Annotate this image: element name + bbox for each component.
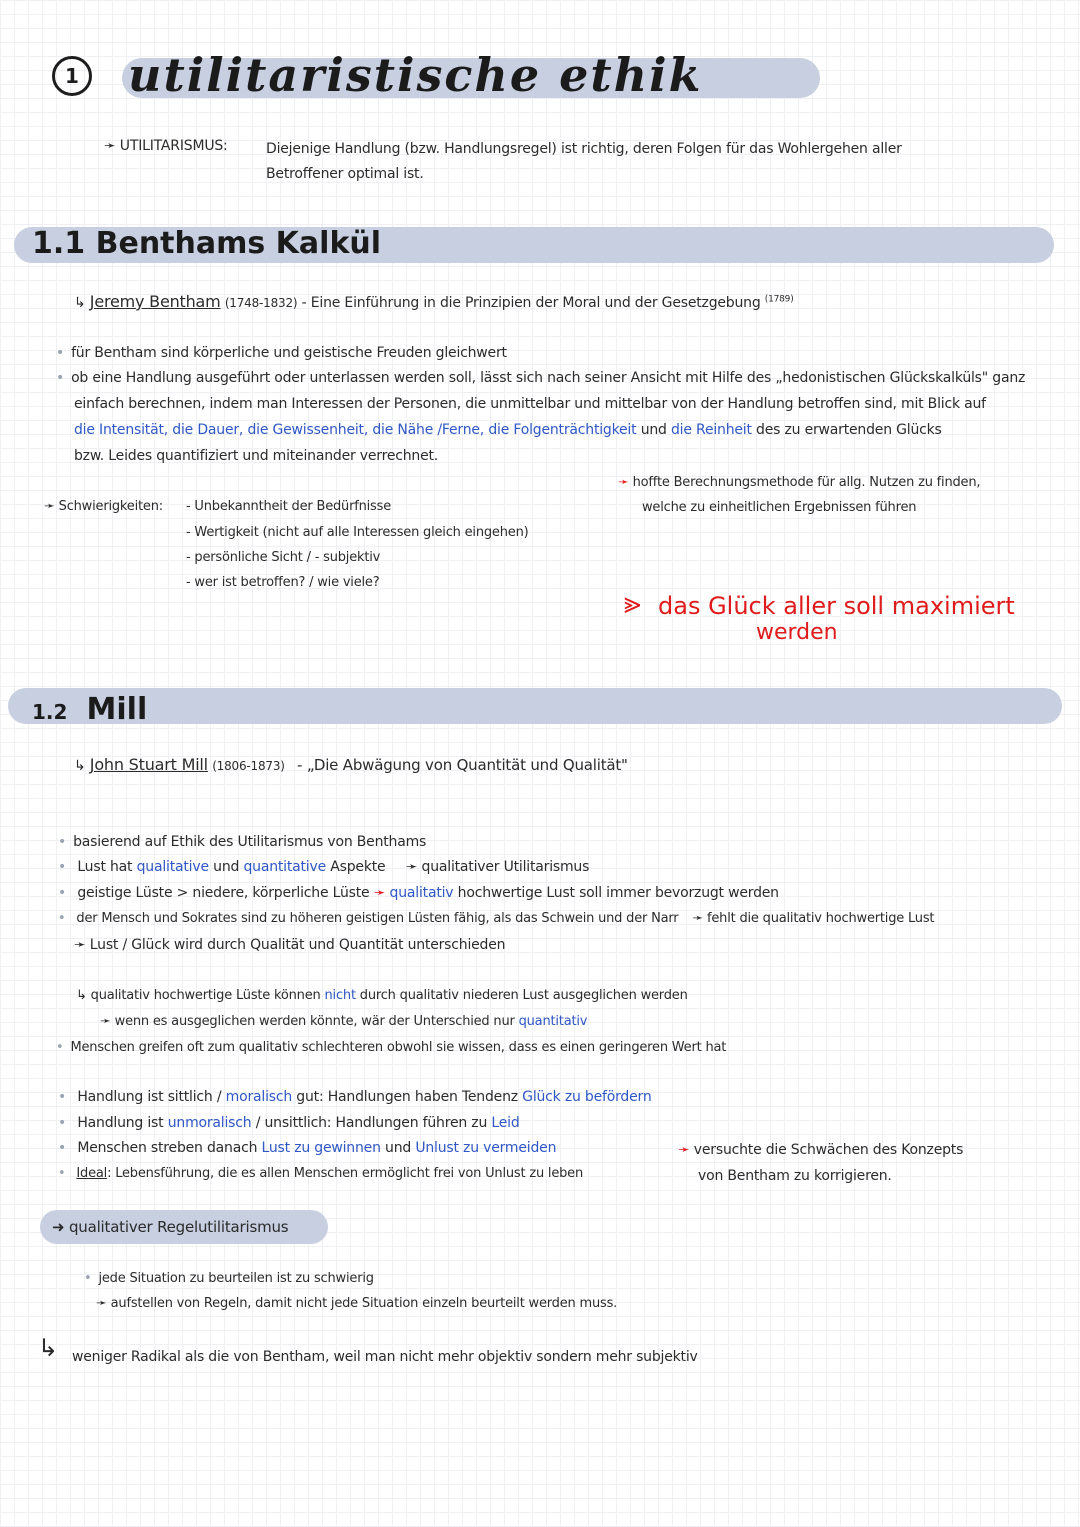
mill-bullet-3: • geistige Lüste > niedere, körperliche Lüste ➛ qualitativ hochwertige Lust soll immer bevorzugt werden: [58, 885, 779, 901]
arrow-icon: ➛: [618, 475, 629, 490]
mill-bullet-5: ➛ Lust / Glück wird durch Qualität und Quantität unterschieden: [74, 937, 506, 953]
bentham-source: ↳ Jeremy Bentham (1748-1832) - Eine Einführung in die Prinzipien der Moral und der Gesetzgebung $^{(1789)}$: [74, 292, 794, 311]
mill-side-note-2: von Bentham zu korrigieren.: [698, 1168, 892, 1184]
mill-bullet-1: • basierend auf Ethik des Utilitarismus von Benthams: [58, 834, 426, 850]
arrow-icon: ➛: [678, 1142, 690, 1158]
arrow-icon: ➛: [44, 499, 55, 514]
arrow-icon: ➛: [405, 859, 418, 875]
page-title: utilitaristische ethik: [128, 48, 703, 102]
rule-note-1: • jede Situation zu beurteilen ist zu schwierig: [84, 1271, 374, 1286]
corner-arrow-icon: ↳: [38, 1334, 59, 1362]
brace-arrow-icon: ⪢: [624, 586, 641, 621]
hoped-note-1: ➛ hoffte Berechnungsmethode für allg. Nutzen zu finden,: [618, 475, 981, 490]
difficulty-1: - Unbekanntheit der Bedürfnisse: [186, 499, 391, 514]
bentham-conclusion-2: werden: [756, 620, 838, 645]
difficulty-4: - wer ist betroffen? / wie viele?: [186, 575, 380, 590]
mill-moral-1: • Handlung ist sittlich / moralisch gut: Handlungen haben Tendenz Glück zu befördern: [58, 1089, 652, 1105]
arrow-icon: ➛: [100, 1014, 111, 1029]
section-2-bar: [8, 688, 1062, 724]
mill-compensation-1: ↳ qualitativ hochwertige Lüste können nicht durch qualitativ niederen Lust ausgeglichen werden: [76, 988, 688, 1003]
mill-moral-4: • Ideal: Lebensführung, die es allen Menschen ermöglicht frei von Unlust zu leben: [58, 1166, 583, 1181]
title-number: 1: [52, 56, 92, 96]
bentham-criteria: die Intensität, die Dauer, die Gewissenheit, die Nähe /Ferne, die Folgenträchtigkeit und die Reinheit des zu erwartenden Glücks: [74, 422, 942, 438]
rule-utilitarianism-label: ➜ qualitativer Regelutilitarismus: [52, 1218, 289, 1236]
arrow-icon: ➛: [74, 937, 86, 953]
bentham-bullet-2-line-4: bzw. Leides quantifiziert und miteinander verrechnet.: [74, 448, 439, 464]
return-arrow-icon: ↳: [74, 295, 86, 311]
arrow-icon: ➛: [96, 1296, 107, 1311]
mill-moral-3: • Menschen streben danach Lust zu gewinnen und Unlust zu vermeiden: [58, 1140, 556, 1156]
mill-side-note-1: ➛ versuchte die Schwächen des Konzepts: [678, 1142, 964, 1158]
bentham-conclusion-1: das Glück aller soll maximiert: [658, 592, 1015, 620]
definition-text-2: Betroffener optimal ist.: [266, 166, 424, 182]
definition-term: ➛ UTILITARISMUS:: [104, 138, 228, 154]
mill-bullet-4: • der Mensch und Sokrates sind zu höheren geistigen Lüsten fähig, als das Schwein und der Narr ➛ fehlt die qualitativ hochwertige Lust: [58, 911, 934, 926]
arrow-icon: ➛: [373, 885, 386, 901]
bentham-bullet-1: • für Bentham sind körperliche und geistische Freuden gleichwert: [56, 345, 507, 361]
mill-final-note: weniger Radikal als die von Bentham, weil man nicht mehr objektiv sondern mehr subjektiv: [72, 1349, 698, 1365]
difficulty-2: - Wertigkeit (nicht auf alle Interessen gleich eingehen): [186, 525, 529, 540]
mill-source: ↳ John Stuart Mill (1806-1873) - „Die Abwägung von Quantität und Qualität": [74, 755, 628, 774]
hoped-note-2: welche zu einheitlichen Ergebnissen führen: [642, 500, 917, 515]
mill-compensation-3: • Menschen greifen oft zum qualitativ schlechteren obwohl sie wissen, dass es einen geringeren Wert hat: [56, 1040, 726, 1055]
difficulties-label: ➛ Schwierigkeiten:: [44, 499, 163, 514]
bentham-bullet-2-line-2: einfach berechnen, indem man Interessen der Personen, die unmittelbar und mittelbar von der Handlung betroffen sind, mit Blick auf: [74, 396, 986, 412]
mill-moral-2: • Handlung ist unmoralisch / unsittlich: Handlungen führen zu Leid: [58, 1115, 520, 1131]
section-1-heading: 1.1 Benthams Kalkül: [32, 226, 382, 261]
mill-bullet-2: • Lust hat qualitative und quantitative Aspekte ➛ qualitativer Utilitarismus: [58, 859, 589, 875]
bentham-bullet-2-line-1: • ob eine Handlung ausgeführt oder unterlassen werden soll, lässt sich nach seiner Ansicht mit Hilfe des „hedonistischen Glückskalküls" ganz: [56, 370, 1025, 386]
arrow-icon: ➛: [104, 138, 116, 154]
mill-compensation-2: ➛ wenn es ausgeglichen werden könnte, wär der Unterschied nur quantitativ: [100, 1014, 588, 1029]
return-arrow-icon: ↳: [74, 758, 86, 774]
arrow-icon: ➜: [52, 1218, 65, 1236]
difficulty-3: - persönliche Sicht / - subjektiv: [186, 550, 381, 565]
return-arrow-icon: ↳: [76, 988, 87, 1003]
section-2-heading: 1.2 Mill: [32, 692, 148, 727]
definition-text-1: Diejenige Handlung (bzw. Handlungsregel) ist richtig, deren Folgen für das Wohlergehen aller: [266, 141, 902, 157]
arrow-icon: ➛: [692, 911, 704, 926]
rule-note-2: ➛ aufstellen von Regeln, damit nicht jede Situation einzeln beurteilt werden muss.: [96, 1296, 618, 1311]
